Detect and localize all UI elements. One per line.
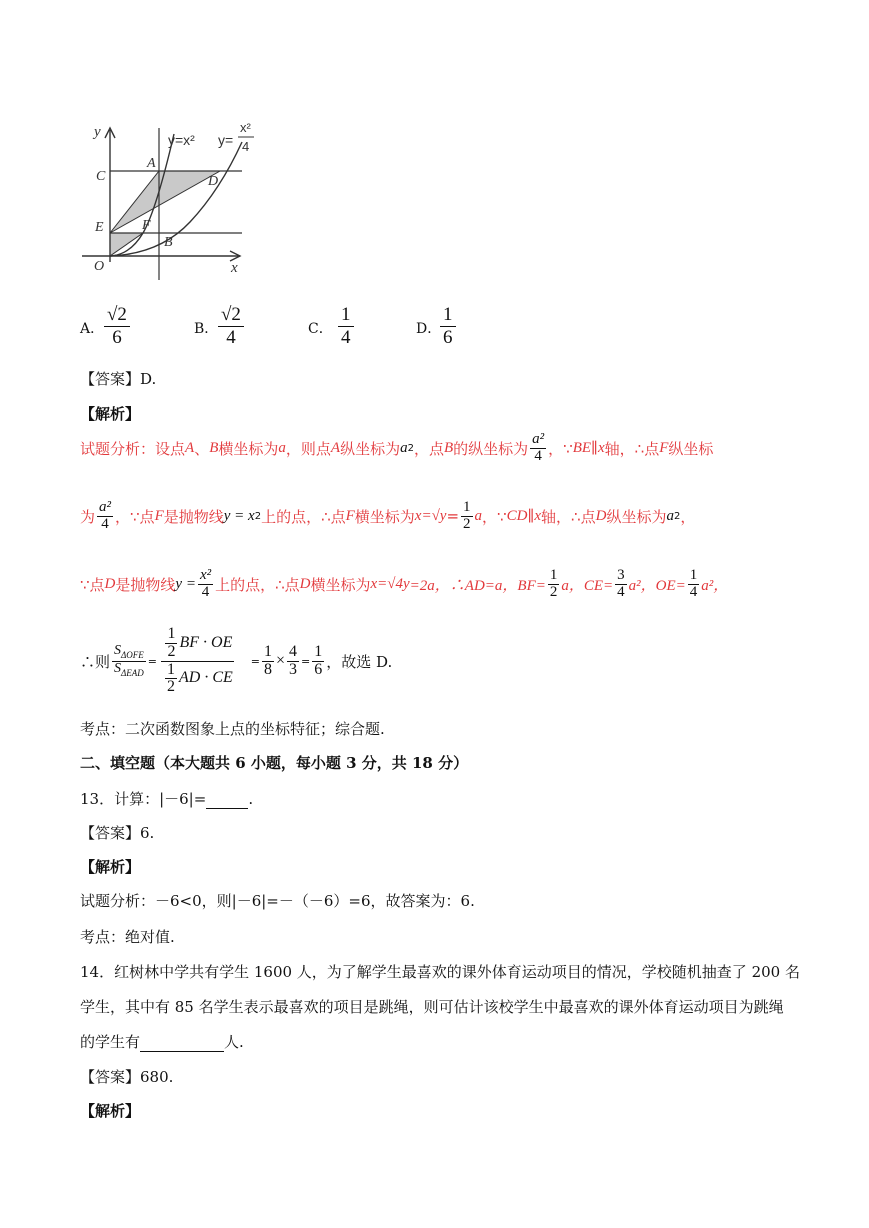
q14-line2: 学生，其中有 85 名学生表示最喜欢的项目是跳绳，则可估计该校学生中最喜欢的课外体育运动项目为跳绳: [80, 998, 784, 1016]
q12-kaodian: 考点：二次函数图象上点的坐标特征；综合题.: [80, 720, 385, 738]
frac-den: 6: [314, 660, 323, 678]
option-d-letter: D．: [416, 321, 442, 337]
var: a: [278, 439, 286, 456]
frac-num: 3: [617, 567, 625, 583]
q13-analysis-heading: 【解析】: [80, 858, 141, 876]
shaded-region-ead: [110, 171, 220, 233]
option-c-num: 1: [338, 304, 354, 327]
text: ×: [276, 652, 286, 670]
q12-analysis-line1: 试题分析：设点 A 、 B 横坐标为 a ，则点 A 纵坐标为 a 2 ，点 B 的纵坐标为 $\frac{\text{a²}}{4}$ ，∵ BE ∥ x 轴，∴点 F 纵坐标: [80, 431, 714, 464]
label-y: y: [94, 124, 101, 140]
text: a²，OE=: [628, 577, 686, 594]
frac-num: x²: [199, 567, 212, 583]
label-B: B: [164, 235, 173, 250]
frac-den: [161, 662, 235, 697]
fraction-half: [165, 626, 177, 661]
frac-num: 1: [264, 642, 273, 660]
fraction-a2-4: [97, 500, 113, 533]
symbol: ∥: [591, 440, 598, 457]
text: 横坐标为: [218, 439, 279, 458]
q14-analysis-heading: 【解析】: [80, 1102, 141, 1120]
text: 的学生有: [80, 1033, 141, 1051]
option-d-num: 1: [440, 304, 456, 327]
option-b-den: 4: [226, 327, 236, 348]
text: 人.: [224, 1033, 244, 1051]
text: 的纵坐标为: [453, 439, 529, 458]
var: F: [345, 507, 355, 524]
text: 是抛物线: [115, 575, 176, 594]
frac-num: 1: [549, 567, 558, 583]
text: 、: [194, 439, 210, 458]
text: 为: [80, 507, 96, 526]
text: 13．计算：|－6|=: [80, 790, 207, 808]
q14-answer: 【答案】680.: [80, 1068, 174, 1086]
text: ，故选 D.: [326, 652, 393, 671]
text: a²，: [701, 577, 729, 594]
label-x: x: [231, 260, 238, 276]
text: a，CE=: [561, 577, 614, 594]
var: BE: [572, 439, 592, 456]
sqrt: √4y: [387, 575, 410, 592]
answer-blank: [140, 1037, 224, 1052]
frac-den: 2: [549, 583, 558, 600]
frac-den: 4: [617, 583, 625, 600]
text: ∵点: [80, 575, 105, 594]
label-D: D: [208, 174, 219, 189]
text: ，则点: [285, 439, 331, 458]
q13-detail: 试题分析：－6<0，则|－6|=－（－6）=6，故答案为：6.: [80, 892, 475, 910]
fraction-3-4: [615, 568, 627, 601]
q12-analysis-line2: 为 $\frac{\text{a²}}{4}$ ，∵点 F 是抛物线 y = x 2 上的点，∴点 F 横坐标为 x= √y = $\frac{1}{2}$ a ，∵ CD ∥ x 轴，∴点 D 纵坐标为 a 2 ，: [80, 499, 696, 532]
q13-answer: 【答案】6.: [80, 824, 155, 842]
var: S: [114, 660, 122, 676]
frac-num: 1: [167, 625, 176, 642]
text: 上的点，∴点: [261, 507, 346, 526]
frac-num: [161, 626, 234, 662]
label-A: A: [147, 156, 156, 171]
frac-den: 2: [167, 678, 176, 696]
q12-analysis-heading: 【解析】: [80, 405, 141, 423]
var: F: [659, 439, 669, 456]
text: =2a，∴AD=a，BF=: [409, 577, 546, 594]
sqrt: √y: [431, 507, 447, 524]
option-d-den: 6: [443, 327, 453, 348]
frac-num: 1: [314, 642, 323, 660]
text: =: [301, 654, 311, 668]
q13-stem: [80, 788, 253, 809]
text: =: [250, 654, 261, 668]
option-d-fraction: [440, 304, 456, 349]
var: D: [104, 575, 116, 592]
text: ，∵点: [115, 507, 155, 526]
fraction-1-8: [262, 644, 274, 679]
fraction-1-6: [312, 644, 324, 679]
label-F: F: [142, 218, 151, 233]
frac-den: [112, 662, 146, 678]
option-a-num: √2: [104, 304, 130, 327]
label-E: E: [95, 220, 104, 235]
option-a-fraction: [104, 304, 130, 349]
text: ∴则: [80, 652, 111, 671]
option-b-num: √2: [218, 304, 244, 327]
subscript: ΔEAD: [121, 667, 144, 678]
frac-den: 2: [463, 515, 471, 532]
q12-answer: 【答案】D.: [80, 370, 157, 388]
text: 纵坐标为: [606, 507, 667, 526]
frac-den: 2: [167, 642, 176, 660]
parabola-figure: [70, 112, 260, 282]
text: 上的点，∴点: [215, 575, 300, 594]
text: 试题分析：设点: [80, 439, 186, 458]
var: x=: [370, 575, 388, 592]
frac-den: 4: [101, 515, 109, 532]
option-a-letter: A．: [80, 321, 105, 337]
fraction-1-2: [461, 500, 473, 533]
option-a-den: 6: [112, 327, 122, 348]
option-b-fraction: [218, 304, 244, 349]
symbol: ∥: [527, 508, 535, 525]
fraction-x2-4: [198, 568, 213, 601]
frac-num: 1: [463, 499, 471, 515]
var: x=: [414, 507, 432, 524]
var: x: [534, 507, 542, 524]
text: .: [248, 790, 254, 808]
text: 是抛物线: [163, 507, 224, 526]
text: 轴，∴点: [541, 507, 596, 526]
text: 轴，∴点: [604, 439, 660, 458]
frac-den: 4: [689, 583, 698, 600]
text: ，∵: [482, 507, 507, 526]
label-curve2-num: x²: [240, 120, 251, 135]
text: BF · OE: [179, 633, 233, 651]
frac-den: 8: [264, 660, 273, 678]
var: B: [443, 439, 454, 456]
equation: y = x: [223, 507, 255, 524]
frac-den: 3: [289, 660, 298, 678]
var: a: [474, 507, 483, 524]
frac-num: 4: [289, 642, 298, 660]
fraction-1-4: [688, 568, 700, 601]
text: ，: [680, 507, 696, 526]
section-2-title: 二、填空题（本大题共 6 小题，每小题 3 分，共 18 分）: [80, 754, 469, 772]
q14-line1: 14．红树林中学共有学生 1600 人，为了解学生最喜欢的课外体育运动项目的情况，学校随机抽查了 200 名: [80, 963, 800, 981]
var: B: [209, 439, 219, 456]
var: a: [666, 507, 674, 524]
var: D: [299, 575, 311, 592]
text: 横坐标为: [354, 507, 415, 526]
var: S: [114, 643, 122, 659]
q14-line3: [80, 1031, 244, 1052]
text: =: [147, 654, 158, 668]
fraction-half: [165, 662, 177, 697]
var: a: [400, 439, 408, 456]
equation: y =: [175, 575, 196, 592]
var: D: [595, 507, 607, 524]
frac-num: a²: [99, 499, 112, 515]
var: F: [154, 507, 164, 524]
option-c-fraction: [338, 304, 354, 349]
label-C: C: [96, 169, 106, 184]
frac-den: 4: [201, 583, 210, 600]
frac-num: 1: [167, 660, 176, 678]
option-b-letter: B．: [194, 321, 219, 337]
label-curve1: y=x²: [168, 132, 195, 148]
label-curve2-den: 4: [242, 139, 250, 154]
q13-kaodian: 考点：绝对值.: [80, 928, 175, 946]
label-curve2-prefix: y=: [218, 132, 234, 148]
option-c-letter: C．: [308, 321, 333, 337]
fraction-4-3: [287, 644, 299, 679]
var: A: [185, 439, 195, 456]
text: =: [446, 507, 460, 526]
frac-num: [112, 644, 146, 661]
frac-num: 1: [689, 567, 698, 583]
answer-blank: [206, 794, 248, 809]
text: 横坐标为: [310, 575, 371, 594]
option-c-den: 4: [341, 327, 351, 348]
label-O: O: [94, 259, 105, 274]
subscript: ΔOFE: [121, 650, 144, 661]
area-ratio: [112, 644, 146, 677]
var: A: [330, 439, 341, 456]
text: ，∵: [548, 439, 573, 458]
q12-analysis-line3: [80, 568, 728, 601]
big-fraction: [161, 626, 235, 696]
var: CD: [506, 507, 528, 524]
frac-den: 4: [534, 447, 542, 464]
var: x: [597, 439, 605, 456]
fraction-1-2: [548, 568, 560, 601]
text: ，点: [413, 439, 444, 458]
fraction-a2-4: [530, 432, 546, 465]
q12-ratio-line: [80, 626, 392, 696]
frac-num: a²: [532, 431, 545, 447]
text: 纵坐标为: [340, 439, 401, 458]
text: AD · CE: [179, 669, 233, 687]
text: 纵坐标: [668, 439, 714, 458]
